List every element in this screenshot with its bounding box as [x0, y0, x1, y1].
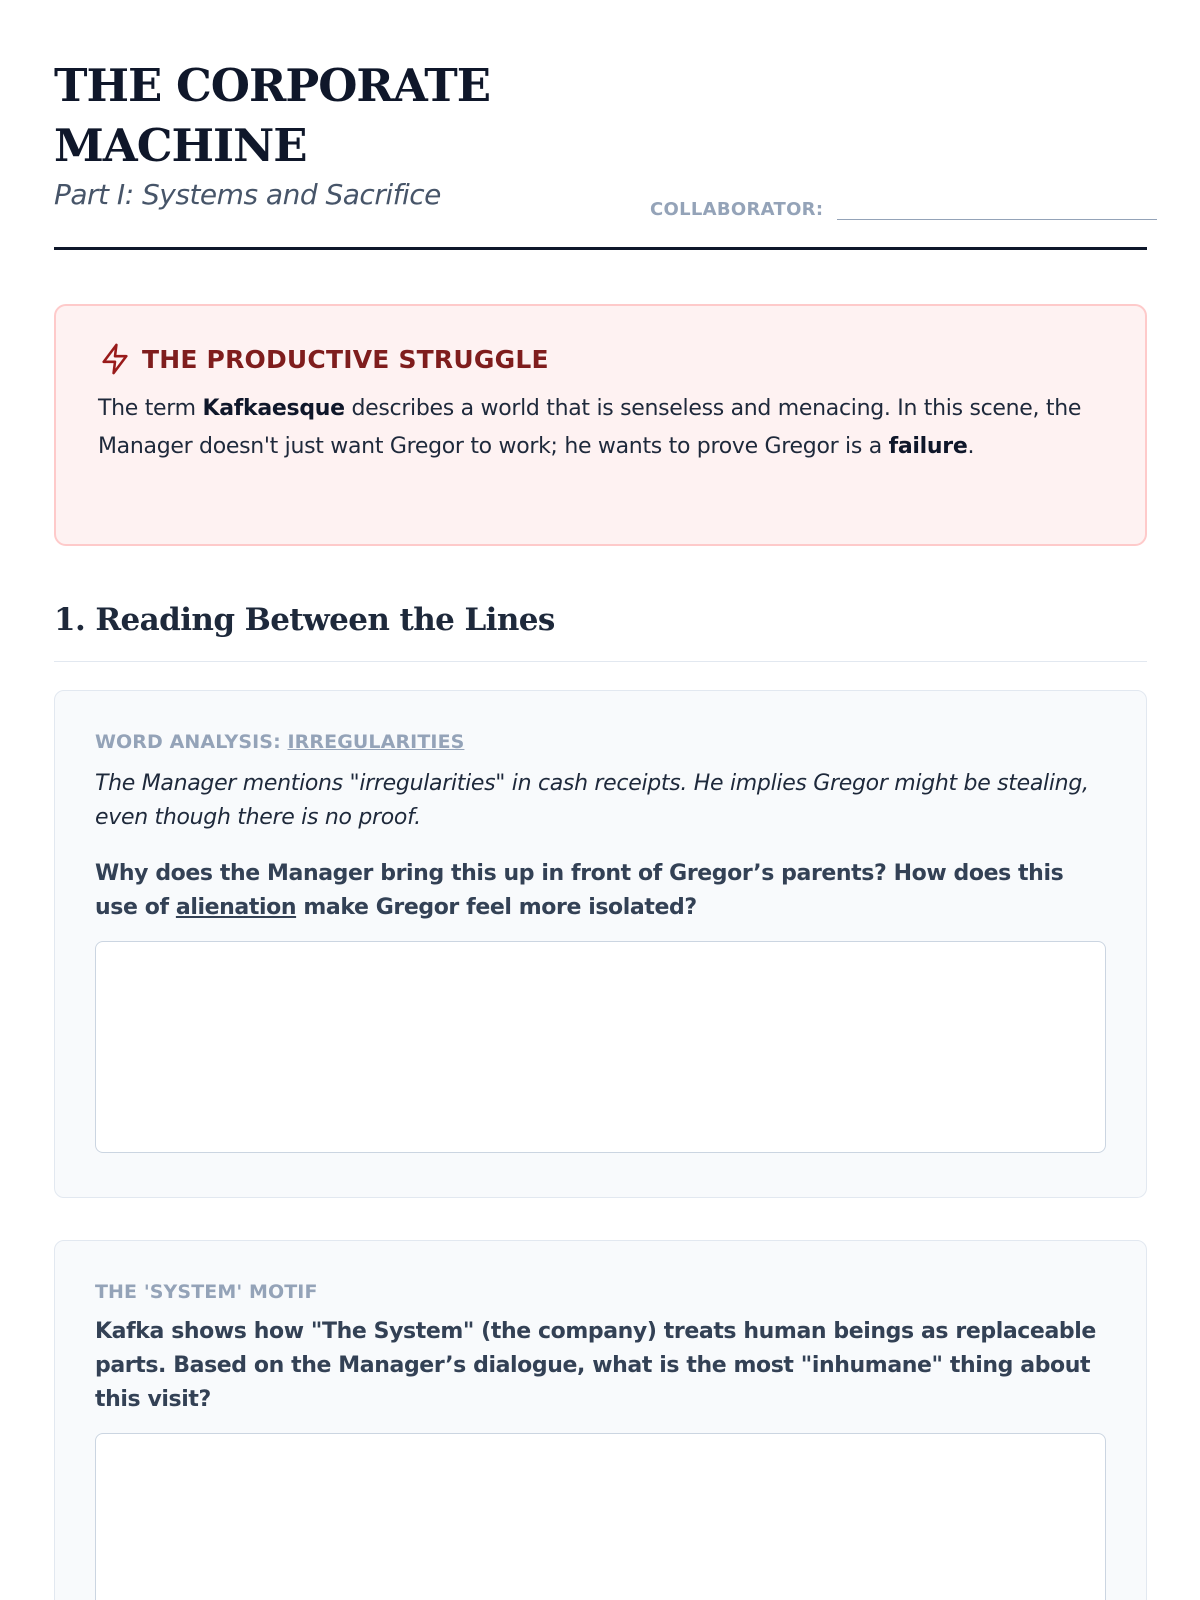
card-label-prefix: WORD ANALYSIS:: [95, 731, 288, 753]
lightning-bolt-icon: [98, 342, 132, 376]
callout-term-kafkaesque: Kafkaesque: [202, 396, 345, 421]
callout-body-text-2: describes a world that is senseless and menacing. In this scene, the Manager doesn't just want Gregor to work; he wants to prove Gregor is a: [98, 396, 1082, 459]
question-text-1: Why does the Manager bring this up in front of Gregor’s parents? How does this use of: [95, 861, 1064, 920]
card-label: THE 'SYSTEM' MOTIF: [95, 1281, 318, 1303]
callout-body-text-3: .: [967, 434, 975, 459]
card-label-word: IRREGULARITIES: [287, 731, 465, 753]
collaborator-field: [650, 192, 1157, 220]
worksheet-header: [54, 56, 1147, 250]
word-analysis-card: [54, 690, 1147, 1198]
answer-textarea[interactable]: [95, 1433, 1106, 1600]
card-question: [95, 857, 1106, 925]
card-question: Kafka shows how "The System" (the company) treats human beings as replaceable parts. Based on the Manager’s dialogue, what is the most "inhumane" thing about this visit?: [95, 1319, 1096, 1412]
callout-term-failure: failure: [888, 434, 968, 459]
callout-title: THE PRODUCTIVE STRUGGLE: [142, 344, 549, 374]
answer-textarea[interactable]: [95, 941, 1106, 1153]
collaborator-input-line[interactable]: [837, 192, 1157, 220]
callout-header: [98, 342, 1103, 376]
productive-struggle-callout: [54, 304, 1147, 546]
system-motif-card: [54, 1240, 1147, 1600]
page-title: THE CORPORATE MACHINE: [54, 59, 491, 172]
collaborator-label: COLLABORATOR:: [650, 199, 824, 220]
callout-body-text-1: The term: [98, 396, 203, 421]
card-label: [95, 731, 1106, 753]
card-note: The Manager mentions "irregularities" in cash receipts. He implies Gregor might be stealing, even though there is no proof.: [95, 771, 1089, 830]
question-text-2: make Gregor feel more isolated?: [296, 895, 697, 920]
page-subtitle: Part I: Systems and Sacrifice: [54, 178, 441, 211]
question-term-alienation: alienation: [175, 895, 297, 920]
callout-body: [98, 390, 1103, 466]
section-heading: 1. Reading Between the Lines: [54, 602, 1147, 662]
